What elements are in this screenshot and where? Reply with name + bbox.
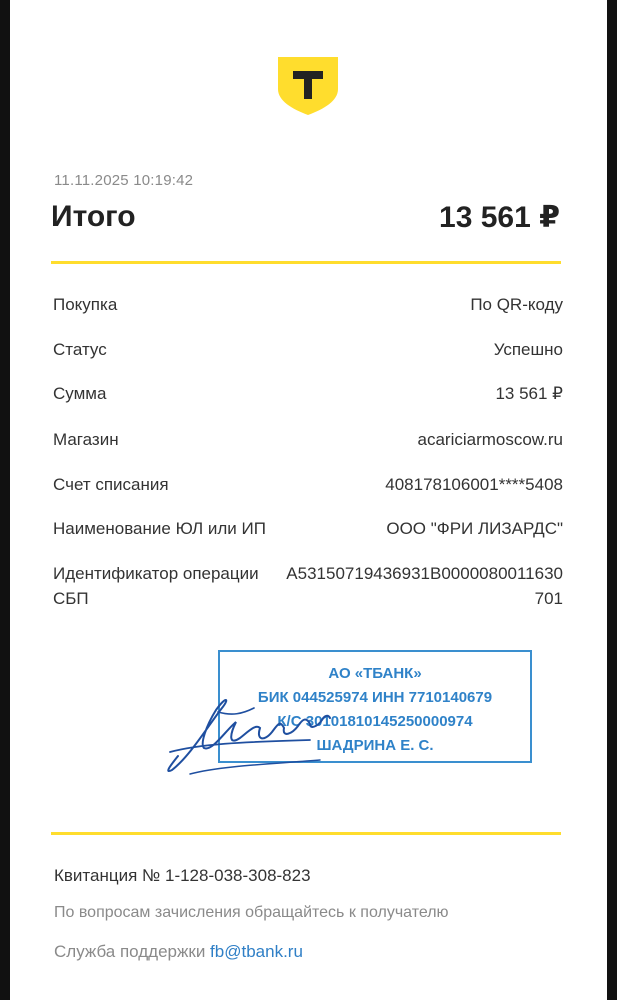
divider-bottom [51, 832, 561, 835]
detail-value: acariciarmoscow.ru [417, 430, 563, 449]
tbank-logo-icon [276, 55, 340, 117]
detail-key: Покупка [53, 295, 118, 314]
total-label: Итого [51, 200, 136, 233]
detail-value: A53150719436931B0000080011630701 [286, 564, 563, 608]
support-line [54, 942, 303, 962]
detail-key: Статус [53, 340, 107, 359]
questions-note: По вопросам зачисления обращайтесь к получателю [54, 904, 449, 921]
receipt [10, 0, 607, 1000]
total-amount: 13 561 ₽ [439, 201, 560, 234]
detail-key: Сумма [53, 384, 107, 403]
detail-key: Магазин [53, 430, 119, 449]
divider-top [51, 261, 561, 264]
detail-value: Успешно [493, 340, 563, 359]
detail-value: 408178106001****5408 [385, 475, 563, 494]
receipt-datetime: 11.11.2025 10:19:42 [54, 172, 194, 189]
bank-stamp-area [160, 648, 545, 778]
support-email-link[interactable]: fb@tbank.ru [210, 942, 303, 961]
detail-key: Наименование ЮЛ или ИП [53, 519, 266, 538]
signature-icon [160, 686, 340, 778]
stamp-bik-inn: БИК 044525974 ИНН 7710140679 [257, 689, 493, 706]
detail-value: По QR-коду [470, 295, 563, 314]
detail-key: Счет списания [53, 475, 169, 494]
detail-value: 13 561 ₽ [495, 384, 563, 403]
support-label: Служба поддержки [54, 942, 211, 961]
stamp-bank-name: АО «ТБАНК» [328, 665, 422, 682]
stamp-correspondent-account: К/С 30101810145250000974 [277, 713, 473, 730]
detail-key: Идентификатор операции СБП [53, 564, 259, 608]
receipt-number: Квитанция № 1-128-038-308-823 [54, 866, 311, 885]
stamp-signer: ШАДРИНА Е. С. [316, 737, 434, 754]
detail-value: ООО "ФРИ ЛИЗАРДС" [386, 519, 563, 538]
